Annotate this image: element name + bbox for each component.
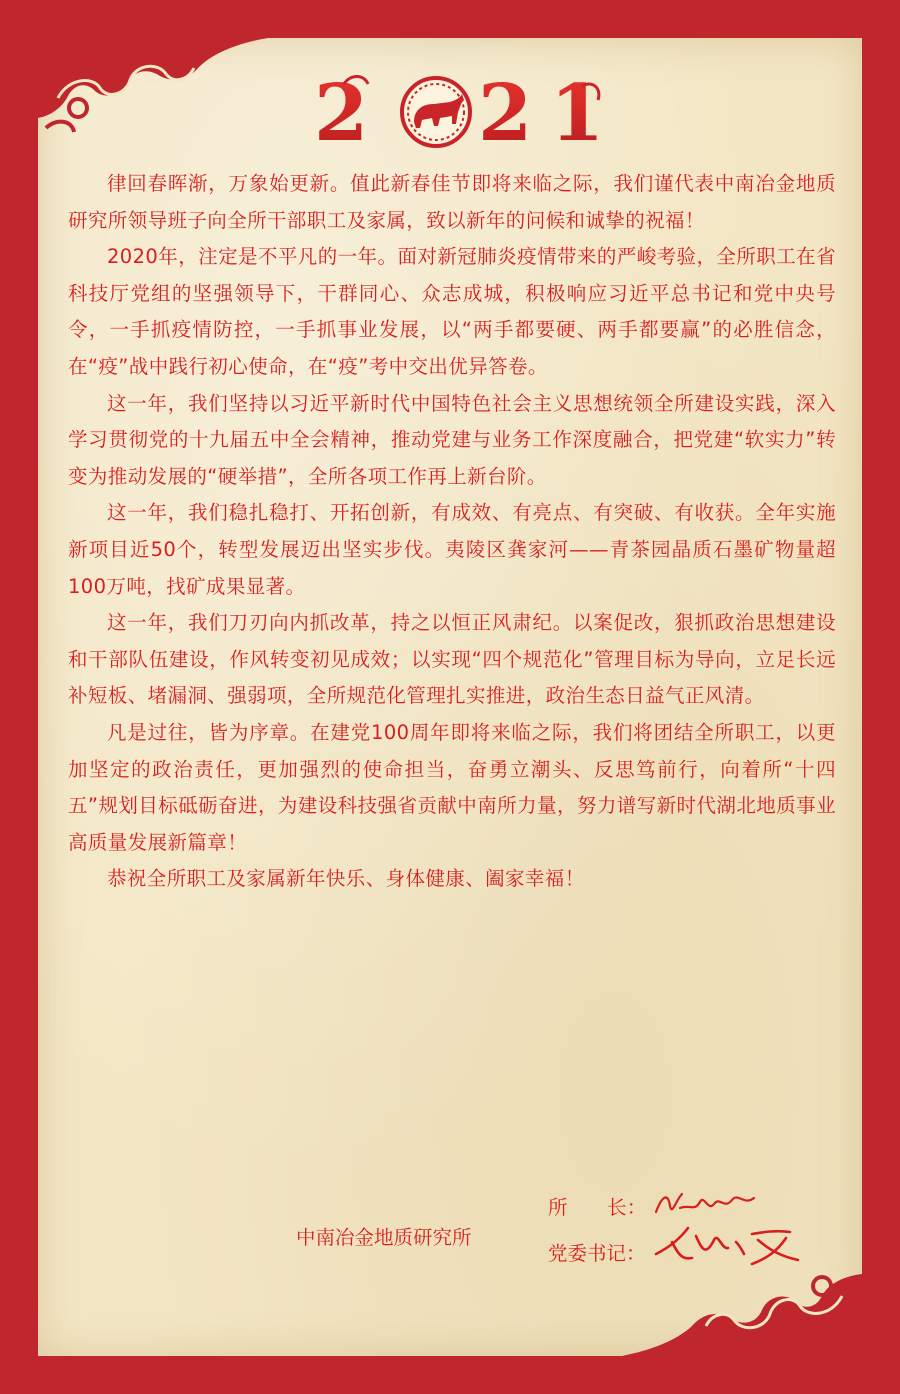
paragraph: 恭祝全所职工及家属新年快乐、身体健康、阖家幸福！ xyxy=(107,867,585,891)
signature-block xyxy=(0,1190,900,1270)
paragraph: 这一年，我们坚持以习近平新时代中国特色社会主义思想统领全所建设实践，深入学习贯彻党的十九届五中全会精神，推动党建与业务工作深度融合，把党建“软实力”转变为推动发展的“硬举措”，全所各项工作再上新台阶。 xyxy=(68,391,836,488)
paragraph: 凡是过往，皆为序章。在建党100周年即将来临之际，我们将团结全所职工，以更加坚定的政治责任，更加强烈的使命担当，奋勇立潮头、反思笃前行，向着所“十四五”规划目标砥砺奋进，为建设科技强省贡献中南所力量，努力谱写新时代湖北地质事业高质量发展新篇章！ xyxy=(68,720,836,854)
auspicious-cloud-icon xyxy=(38,38,268,148)
year-digit-1: 2 xyxy=(314,70,369,150)
paragraph: 这一年，我们刀刃向内抓改革，持之以恒正风肃纪。以案促改，狠抓政治思想建设和干部队伍建设，作风转变初见成效；以实现“四个规范化”管理目标为导向，立足长远补短板、堵漏洞、强弱项，全所规范化管理扎实推进，政治生态日益气正风清。 xyxy=(68,611,836,708)
letter-body xyxy=(68,166,836,898)
year-digit-4: 1 xyxy=(550,70,605,150)
year-2021-banner xyxy=(310,70,610,150)
organization-name: 中南冶金地质研究所 xyxy=(296,1226,472,1249)
ox-papercut-icon xyxy=(402,78,470,146)
secretary-signature-icon xyxy=(652,1220,822,1270)
paragraph: 这一年，我们稳扎稳打、开拓创新，有成效、有亮点、有突破、有收获。全年实施新项目近50个，转型发展迈出坚实步伐。夷陵区龚家河——青茶园晶质石墨矿物量超100万吨，找矿成果显著。 xyxy=(68,501,836,598)
year-digit-2: 0 xyxy=(374,140,375,141)
paragraph: 2020年，注定是不平凡的一年。面对新冠肺炎疫情带来的严峻考验，全所职工在省科技厅党组的坚强领导下，干群同心、众志成城，积极响应习近平总书记和党中央号令，一手抓疫情防控，一手抓事业发展，以“两手都要硬、两手都要赢”的必胜信念，在“疫”战中践行初心使命，在“疫”考中交出优异答卷。 xyxy=(68,245,836,378)
secretary-role-label: 党委书记： xyxy=(548,1242,646,1265)
paragraph: 律回春晖渐，万象始更新。值此新春佳节即将来临之际，我们谨代表中南冶金地质研究所领导班子向全所干部职工及家属，致以新年的问候和诚挚的祝福！ xyxy=(68,172,836,232)
director-role-label: 所 长： xyxy=(548,1196,647,1219)
year-digit-3: 2 xyxy=(478,70,533,150)
